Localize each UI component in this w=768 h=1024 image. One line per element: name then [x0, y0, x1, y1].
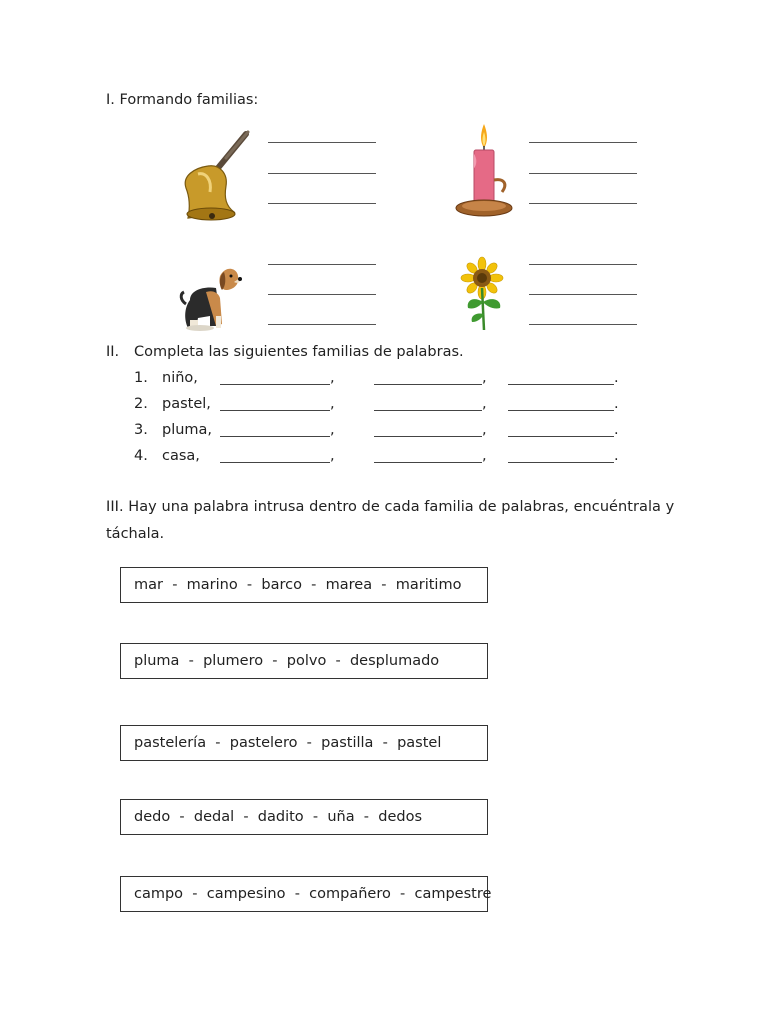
period: . [614, 396, 619, 412]
comma: , [330, 396, 335, 412]
period: . [614, 370, 619, 386]
blank-1[interactable] [220, 422, 330, 437]
period: . [614, 448, 619, 464]
comma: , [330, 448, 335, 464]
word-family-text[interactable]: campo - campesino - compañero - campestre [134, 886, 492, 902]
blank-3[interactable] [508, 422, 614, 437]
section-2-title: Completa las siguientes familias de palabras. [134, 344, 464, 360]
word-family-text[interactable]: dedo - dedal - dadito - uña - dedos [134, 809, 423, 825]
item-number: 2. [134, 396, 148, 412]
word-family-text[interactable]: mar - marino - barco - marea - maritimo [134, 577, 462, 593]
answer-line[interactable] [529, 142, 637, 143]
answer-line[interactable] [268, 324, 376, 325]
word-family-text[interactable]: pluma - plumero - polvo - desplumado [134, 653, 440, 669]
word-family-box[interactable] [120, 799, 488, 835]
comma: , [482, 396, 487, 412]
answer-line[interactable] [268, 203, 376, 204]
answer-line[interactable] [268, 264, 376, 265]
item-word: niño, [162, 370, 198, 386]
answer-line[interactable] [268, 142, 376, 143]
blank-3[interactable] [508, 448, 614, 463]
comma: , [482, 422, 487, 438]
blank-1[interactable] [220, 370, 330, 385]
item-number: 4. [134, 448, 148, 464]
word-family-text[interactable]: pastelería - pastelero - pastilla - pastel [134, 735, 442, 751]
bell-image [168, 126, 258, 221]
blank-3[interactable] [508, 396, 614, 411]
answer-line[interactable] [529, 264, 637, 265]
blank-1[interactable] [220, 396, 330, 411]
word-family-box[interactable] [120, 643, 488, 679]
section-3-instruction-line-1: III. Hay una palabra intrusa dentro de cada familia de palabras, encuéntrala y [106, 499, 675, 515]
dog-image [176, 256, 246, 332]
blank-2[interactable] [374, 422, 482, 437]
answer-line[interactable] [268, 294, 376, 295]
comma: , [482, 370, 487, 386]
item-word: casa, [162, 448, 200, 464]
answer-line[interactable] [529, 173, 637, 174]
blank-3[interactable] [508, 370, 614, 385]
blank-2[interactable] [374, 396, 482, 411]
period: . [614, 422, 619, 438]
answer-line[interactable] [268, 173, 376, 174]
section-2-numeral: II. [106, 344, 120, 360]
item-number: 1. [134, 370, 148, 386]
word-family-box[interactable] [120, 567, 488, 603]
candle-image [452, 120, 522, 220]
blank-2[interactable] [374, 370, 482, 385]
word-family-box[interactable] [120, 876, 492, 912]
comma: , [482, 448, 487, 464]
section-1-title: I. Formando familias: [106, 92, 259, 108]
item-number: 3. [134, 422, 148, 438]
item-word: pastel, [162, 396, 211, 412]
item-word: pluma, [162, 422, 213, 438]
word-family-box[interactable] [120, 725, 488, 761]
answer-line[interactable] [529, 294, 637, 295]
answer-line[interactable] [529, 203, 637, 204]
answer-line[interactable] [529, 324, 637, 325]
section-3-instruction-line-2: táchala. [106, 526, 165, 542]
blank-1[interactable] [220, 448, 330, 463]
comma: , [330, 370, 335, 386]
comma: , [330, 422, 335, 438]
blank-2[interactable] [374, 448, 482, 463]
sunflower-image [460, 258, 510, 332]
